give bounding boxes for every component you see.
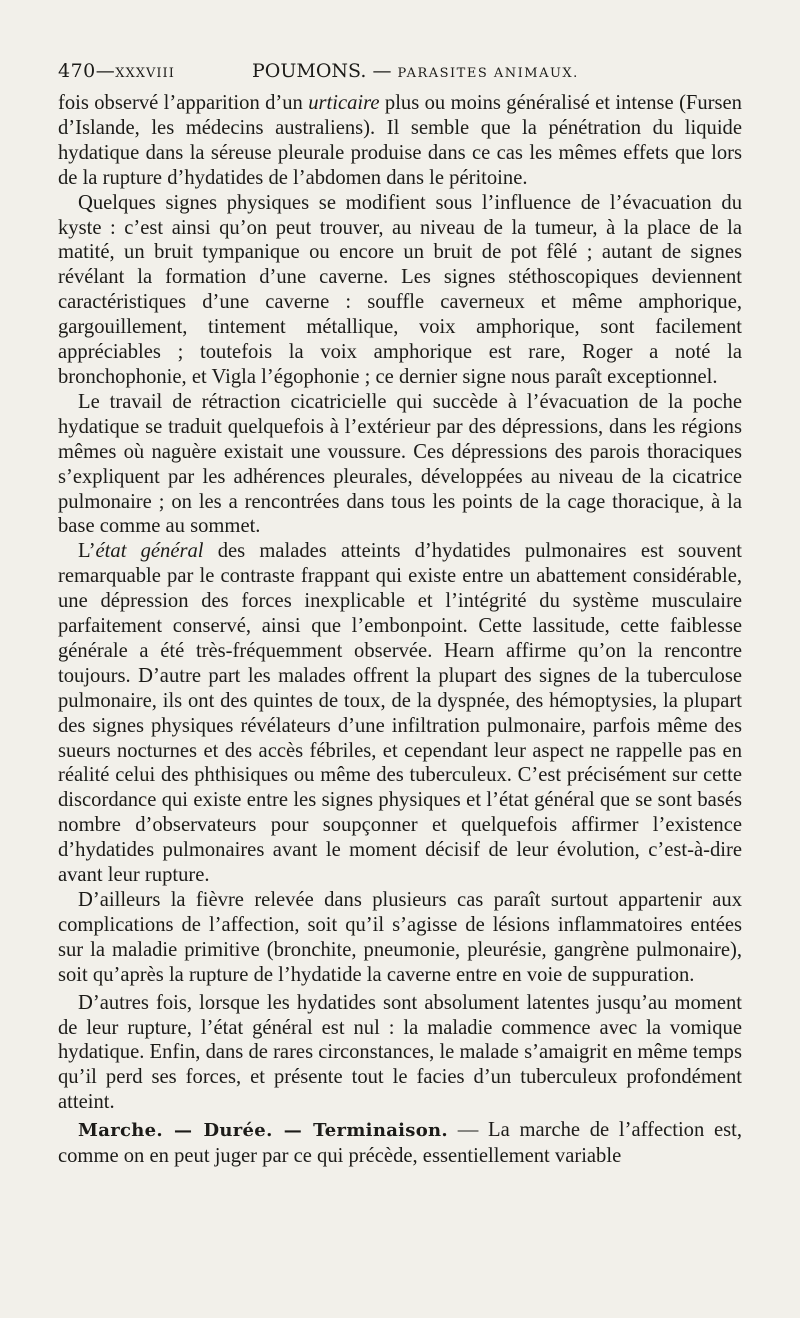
- running-title: [252, 58, 579, 87]
- section-heading: Marche. — Durée. — Terminaison.: [78, 1120, 449, 1142]
- paragraph-2: Quelques signes physiques se modifient sous l’influence de l’évacuation du kyste : c’est ainsi qu’on peut trouver, au niveau de la tumeur, à la place de la matité, un bruit tympanique ou encore un bruit de pot fêlé ; autant de signes révélant la formation d’une caverne. Les signes stéthoscopiques deviennent caractéristiques d’une caverne : souffle caverneux et même amphorique, gargouillement, tintement métallique, voix amphorique, sont facilement appréciables ; toutefois la voix amphorique est rare, Roger a noté la bronchophonie, et Vigla l’égophonie ; ce dernier signe nous paraît exceptionnel.: [58, 191, 742, 388]
- section-roman-numeral: XXXVIII: [115, 66, 175, 81]
- p4-italic-term: état général: [95, 540, 204, 563]
- page-number: [58, 58, 218, 87]
- paragraph-5: D’ailleurs la fièvre relevée dans plusieurs cas paraît surtout appartenir aux complications de l’affection, soit qu’il s’agisse de lésions inflammatoires entées sur la maladie primitive (bronchite, pneumonie, pleurésie, gangrène pulmonaire), soit qu’après la rupture de l’hydatide la caverne entre en voie de suppuration.: [58, 889, 742, 986]
- running-header: [58, 58, 742, 87]
- paragraph-1: [58, 91, 742, 191]
- body-text: [58, 91, 742, 1169]
- p7-text: — La marche de l’affection est, comme on en peut juger par ce qui précède, essentiellement variable: [58, 1119, 742, 1168]
- title-separator: —: [366, 60, 398, 82]
- paragraph-4: [58, 539, 742, 888]
- title-sub: PARASITES ANIMAUX.: [397, 66, 579, 81]
- paragraph-3: Le travail de rétraction cicatricielle qui succède à l’évacuation de la poche hydatique se traduit quelquefois à l’extérieur par des dépressions, dans les régions mêmes où naguère existait une voussure. Ces dépressions des parois thoraciques s’expliquent par les adhérences pleurales, développées au niveau de la cicatrice pulmonaire ; on les a rencontrées dans tous les points de la cage thoracique, à la base comme au sommet.: [58, 390, 742, 538]
- p1-italic-term: urticaire: [308, 92, 380, 114]
- p4-text-a: L’: [78, 540, 96, 563]
- p4-text-c: des malades atteints d’hydatides pulmonaires est souvent remarquable par le contraste frappant qui existe entre un abattement considérable, une dépression des forces inexplicable et l’intégrité du système musculaire parfaitement conservé, ainsi que l’embonpoint. Cette lassitude, cette faiblesse générale a été très-fréquemment observée. Hearn affirme qu’on la rencontre toujours. D’autre part les malades offrent la plupart des signes de la tuberculose pulmonaire, ils ont des quintes de toux, de la dyspnée, des hémoptysies, la plupart des signes physiques révélateurs d’une infiltration pulmonaire, parfois même des sueurs nocturnes et des accès fébriles, et cependant leur aspect ne rappelle pas en réalité celui des phthisiques ou même des tuberculeux. C’est précisément sur cette discordance qui existe entre les signes physiques et l’état général que se sont basés nombre d’observateurs pour soupçonner et quelquefois affirmer l’existence d’hydatides pulmonaires avant le moment décisif de leur évolution, c’est-à-dire avant leur rupture.: [58, 540, 742, 887]
- title-main: POUMONS.: [252, 60, 367, 82]
- paragraph-7: [58, 1118, 742, 1169]
- page-number-value: 470—: [58, 60, 116, 82]
- p1-text-a: fois observé l’apparition d’un: [58, 92, 309, 114]
- paragraph-6: D’autres fois, lorsque les hydatides sont absolument latentes jusqu’au moment de leur rupture, l’état général est nul : la maladie commence avec la vomique hydatique. Enfin, dans de rares circonstances, le malade s’amaigrit en même temps qu’il perd ses forces, et présente tout le facies d’un tuberculeux profondément atteint.: [58, 991, 742, 1114]
- p1-text-c: plus ou moins généralisé et intense (Fursen d’Islande, les médecins australiens). Il semble que la pénétration du liquide hydatique dans la séreuse pleurale produise dans ce cas les mêmes effets que lors de la rupture d’hydatides de l’abdomen dans le péritoine.: [58, 92, 742, 189]
